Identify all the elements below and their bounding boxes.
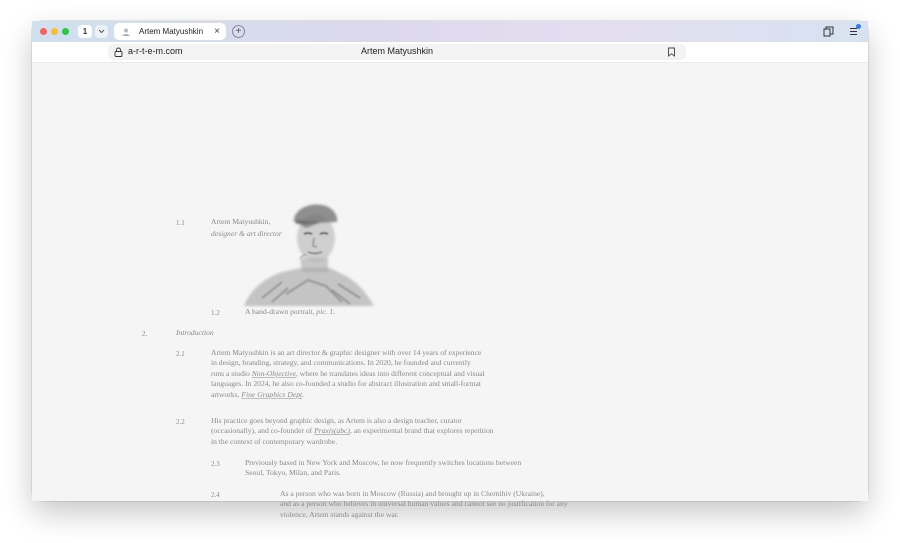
- paragraph-2-3: [245, 458, 521, 479]
- paragraph-line: Artem Matyushkin is an art director & graphic designer with over 14 years of experience: [211, 348, 482, 357]
- tab-title: Artem Matyushkin: [139, 27, 204, 36]
- text-span: , where he translates ideas into different conceptual and visual: [296, 368, 485, 378]
- paragraph-line: [211, 390, 485, 400]
- paragraph-line: in design, branding, strategy, and communications. In 2020, he founded and currently: [211, 358, 471, 368]
- praxis-abc-link[interactable]: Praxis(abc): [314, 426, 350, 436]
- zoom-window-button[interactable]: [62, 28, 69, 35]
- section-title: Introduction: [176, 328, 214, 337]
- text-span: .: [302, 389, 305, 399]
- paragraph-line: Seoul, Tokyo, Milan, and Paris.: [245, 468, 341, 478]
- tabs-overview-icon[interactable]: [822, 25, 834, 37]
- paragraph-2-1: [211, 348, 485, 400]
- paragraph-line: violence, Artem stands against the war.: [280, 509, 399, 519]
- caption-ref: pic. 1.: [316, 307, 336, 316]
- section-number: 1.2: [211, 309, 220, 317]
- paragraph-line: His practice goes beyond graphic design, as Artem is also a design teacher, curator: [211, 416, 462, 425]
- menu-icon[interactable]: [848, 25, 860, 37]
- page-title: Artem Matyushkin: [360, 46, 434, 56]
- minimize-window-button[interactable]: [51, 28, 58, 35]
- section-number: 2.: [142, 330, 148, 338]
- paragraph-2-2: [211, 416, 494, 447]
- address-bar: [32, 42, 868, 63]
- text-span: (occasionally), and co-founder of: [211, 426, 315, 436]
- paragraph-2-4: [280, 489, 568, 520]
- caption-text: A hand-drawn portrait,: [245, 307, 317, 316]
- portrait-image: [242, 198, 376, 310]
- paragraph-line: in the context of contemporary wardrobe.: [211, 436, 338, 446]
- section-number: 2.1: [176, 350, 185, 358]
- text-span: artworks,: [211, 389, 242, 399]
- tab-close-icon[interactable]: ×: [214, 26, 220, 37]
- page-content: [32, 63, 868, 519]
- window-controls: [40, 28, 69, 35]
- paragraph-line: [211, 426, 494, 436]
- paragraph-line: Previously based in New York and Moscow, he now frequently switches locations between: [245, 458, 522, 467]
- browser-window: [32, 21, 868, 519]
- text-span: runs a studio: [211, 368, 252, 378]
- text-span: , an experimental brand that explores repetition: [349, 426, 494, 436]
- paragraph-line: languages. In 2024, he also co-founded a studio for abstract illustration and small-format: [211, 379, 481, 389]
- portrait-caption: [245, 307, 335, 317]
- paragraph-line: [211, 369, 485, 379]
- section-number: 1.1: [176, 219, 185, 227]
- fine-graphics-dept-link[interactable]: Fine Graphics Dept: [241, 389, 303, 399]
- tab-active[interactable]: [114, 23, 226, 40]
- tab-favicon-icon: [121, 27, 131, 37]
- close-window-button[interactable]: [40, 28, 47, 35]
- url-text[interactable]: a-r-t-e-m.com: [128, 46, 183, 56]
- bookmark-icon[interactable]: [667, 47, 676, 57]
- notification-badge: [856, 24, 861, 29]
- author-role: designer & art director: [211, 229, 282, 238]
- address-field[interactable]: [108, 44, 686, 60]
- section-number: 2.2: [176, 418, 185, 426]
- paragraph-line: and as a person who believes in universal human values and cannot see no justification for any: [280, 499, 568, 509]
- author-name: Artem Matyushkin,: [211, 217, 271, 226]
- section-number: 2.4: [211, 491, 220, 499]
- tab-count-button[interactable]: 1: [78, 25, 92, 38]
- tab-bar: [32, 21, 868, 42]
- non-objective-link[interactable]: Non-Objective: [251, 368, 296, 378]
- section-number: 2.3: [211, 460, 220, 468]
- tab-menu-chevron-icon[interactable]: [95, 25, 108, 38]
- paragraph-line: As a person who was born in Moscow (Russia) and brought up in Chernihiv (Ukraine),: [280, 489, 545, 498]
- new-tab-icon[interactable]: +: [232, 25, 245, 38]
